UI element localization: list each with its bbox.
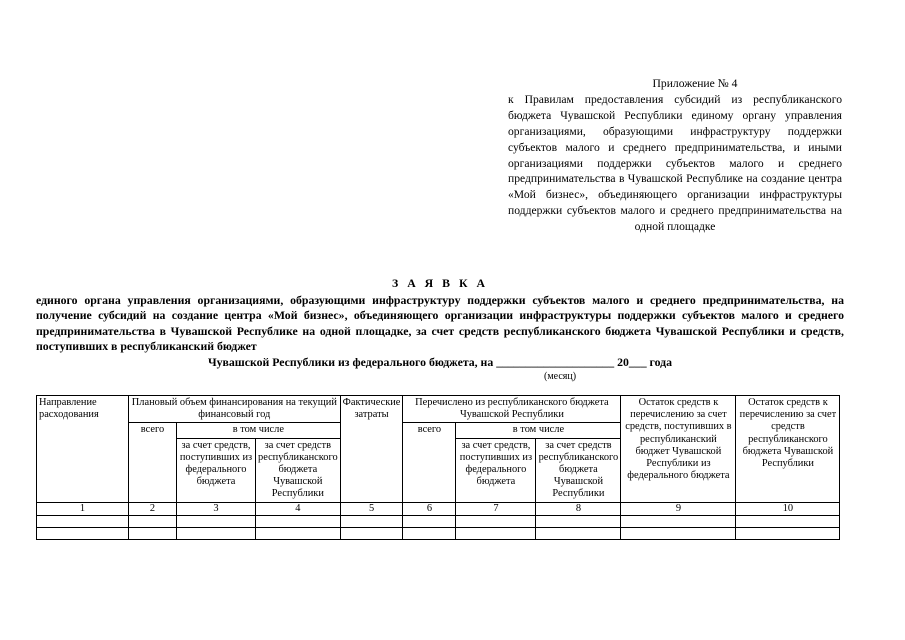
month-hint: (месяц) (544, 371, 577, 382)
table-cell (403, 515, 456, 527)
column-number: 7 (456, 502, 536, 515)
table-cell (621, 527, 736, 539)
header-plan-republic: за счет средств республиканского бюджета Чувашской Республики (256, 438, 341, 502)
form-table-wrapper (36, 395, 840, 540)
column-number-row (37, 502, 840, 515)
form-title: З А Я В К А (392, 276, 488, 290)
column-number: 3 (177, 502, 256, 515)
table-cell (456, 527, 536, 539)
form-subtitle-last-line: Чувашской Республики из федерального бюджета, на ____________________ 20___ года (207, 354, 673, 369)
header-transferred-federal: за счет средств, поступивших из федерального бюджета (456, 438, 536, 502)
table-cell (129, 527, 177, 539)
table-row (37, 527, 840, 539)
table-cell (37, 527, 129, 539)
appendix-block (508, 76, 842, 235)
header-transferred: Перечислено из республиканского бюджета Чувашской Республики (403, 396, 621, 423)
table-cell (456, 515, 536, 527)
column-number: 1 (37, 502, 129, 515)
table-cell (340, 515, 403, 527)
table-cell (403, 527, 456, 539)
header-balance-federal: Остаток средств к перечислению за счет средств, поступивших в республиканский бюджет Чувашской Республики из федерального бюджета (621, 396, 736, 503)
table-cell (129, 515, 177, 527)
table-cell (736, 527, 840, 539)
table-cell (37, 515, 129, 527)
form-heading (36, 276, 844, 371)
header-transferred-total: всего (403, 423, 456, 502)
table-cell (536, 515, 621, 527)
table-row (37, 515, 840, 527)
header-plan-including: в том числе (177, 423, 341, 438)
column-number: 8 (536, 502, 621, 515)
header-plan-total: всего (129, 423, 177, 502)
column-number: 5 (340, 502, 403, 515)
table-cell (621, 515, 736, 527)
appendix-text: к Правилам предоставления субсидий из республиканского бюджета Чувашской Республики единому органу управления организациями, образующими инфраструктуру поддержки субъектов малого и среднего предпринимательства, и иными организациями поддержки субъектов малого и среднего предпринимательства в Чувашской Республике на создание центра «Мой бизнес», объединяющего организации инфраструктуры поддержки субъектов малого и среднего предпринимательства на одной площадке (508, 92, 842, 234)
header-actual-costs: Фактические затраты (340, 396, 403, 503)
column-number: 9 (621, 502, 736, 515)
header-balance-republic: Остаток средств к перечислению за счет средств республиканского бюджета Чувашской Республики (736, 396, 840, 503)
column-number: 10 (736, 502, 840, 515)
table-cell (256, 515, 341, 527)
column-number: 4 (256, 502, 341, 515)
header-plan-federal: за счет средств, поступивших из федерального бюджета (177, 438, 256, 502)
header-direction: Направление расходования (37, 396, 129, 503)
header-transferred-republic: за счет средств республиканского бюджета Чувашской Республики (536, 438, 621, 502)
header-transferred-including: в том числе (456, 423, 621, 438)
table-cell (340, 527, 403, 539)
form-subtitle: единого органа управления организациями, образующими инфраструктуру поддержки субъектов малого и среднего предпринимательства, на получение субсидий на создание центра «Мой бизнес», объединяющего организации инфраструктуры поддержки субъектов малого и среднего предпринимательства в Чувашской Республике на одной площадке, за счет средств республиканского бюджета Чувашской Республики и средств, поступивших в республиканский бюджет (36, 292, 844, 354)
appendix-title: Приложение № 4 (652, 77, 738, 90)
column-number: 2 (129, 502, 177, 515)
header-planned-volume: Плановый объем финансирования на текущий финансовый год (129, 396, 341, 423)
column-number: 6 (403, 502, 456, 515)
table-cell (536, 527, 621, 539)
form-table (36, 395, 840, 540)
table-cell (177, 527, 256, 539)
table-cell (256, 527, 341, 539)
table-cell (177, 515, 256, 527)
table-cell (736, 515, 840, 527)
